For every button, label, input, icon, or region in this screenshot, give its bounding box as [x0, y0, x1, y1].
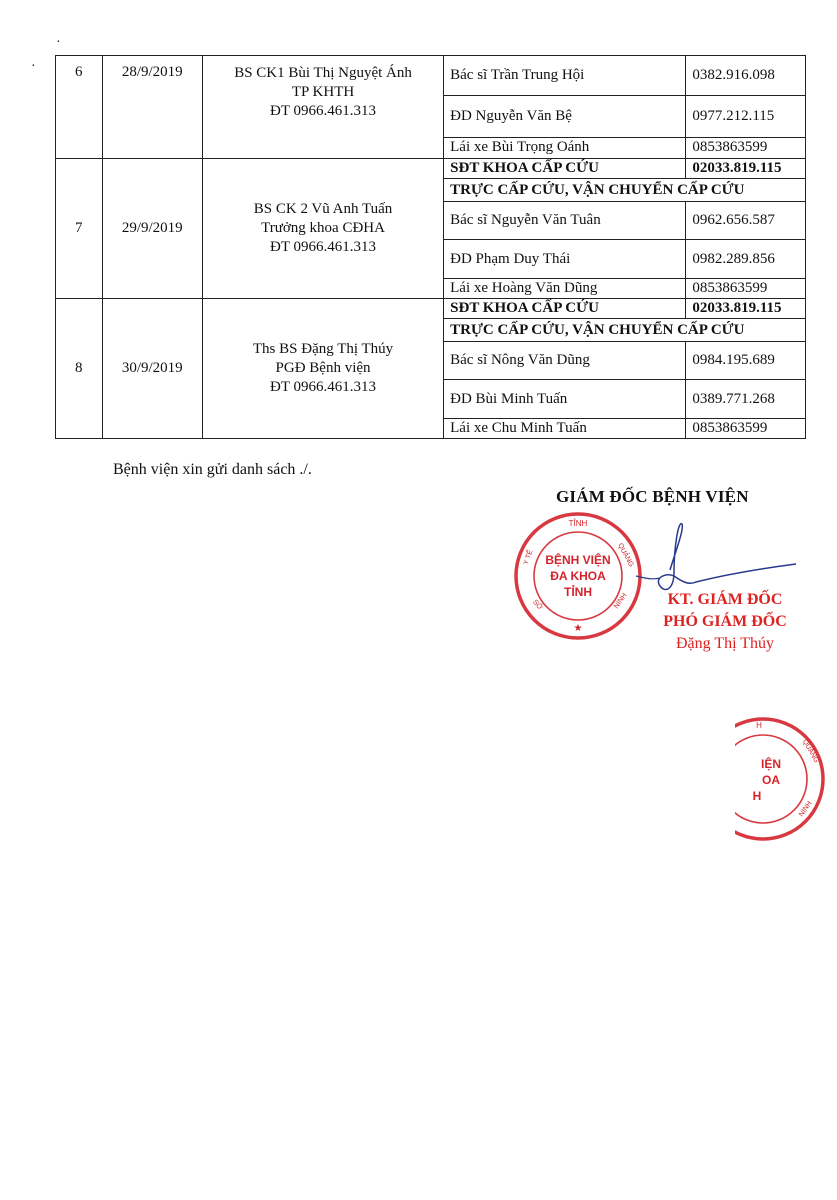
- staff-role: Lái xe Hoàng Văn Dũng: [444, 279, 686, 299]
- date-cell: 28/9/2019: [102, 56, 202, 159]
- stamp-ring-left: Y TẾ: [522, 549, 535, 566]
- signature-line-2: PHÓ GIÁM ĐỐC: [663, 613, 787, 630]
- staff-phone: 0853863599: [686, 419, 806, 439]
- staff-phone: 0982.289.856: [686, 240, 806, 279]
- staff-role: Bác sĩ Nông Văn Dũng: [444, 342, 686, 380]
- partial-line-3: H: [752, 789, 762, 803]
- staff-role: ĐD Nguyễn Văn Bệ: [444, 96, 686, 137]
- duty-schedule-table: [55, 55, 806, 439]
- table-row: [56, 299, 806, 319]
- stamp-line-1: BỆNH VIỆN: [545, 553, 611, 567]
- stamp-ring-top: TỈNH: [568, 519, 588, 528]
- staff-phone: 0962.656.587: [686, 202, 806, 240]
- staff-phone: 0382.916.098: [686, 56, 806, 96]
- date-cell: 30/9/2019: [102, 299, 202, 439]
- scan-mark: ·: [56, 35, 61, 50]
- stamp-star: ★: [573, 623, 583, 634]
- leader-title: TP KHTH: [291, 84, 355, 100]
- staff-role: Lái xe Bùi Trọng Oánh: [444, 137, 686, 158]
- signature-block: [640, 589, 810, 655]
- stamp-ring-bottom-right: NINH: [612, 592, 629, 611]
- partial-ring-right: QUẢNG: [800, 738, 820, 765]
- stamp-ring-right: QUẢNG: [616, 542, 635, 569]
- director-title: GIÁM ĐỐC BỆNH VIỆN: [556, 487, 749, 506]
- leader-phone: ĐT 0966.461.313: [270, 239, 377, 255]
- staff-role: ĐD Phạm Duy Thái: [444, 240, 686, 279]
- section-heading: TRỰC CẤP CỨU, VẬN CHUYỂN CẤP CỨU: [444, 319, 806, 342]
- section-heading: TRỰC CẤP CỨU, VẬN CHUYỂN CẤP CỨU: [444, 179, 806, 202]
- partial-line-2: OA: [762, 773, 780, 787]
- staff-phone: 0853863599: [686, 279, 806, 299]
- leader-name: BS CK1 Bùi Thị Nguyệt Ánh: [234, 65, 412, 81]
- leader-cell: [202, 56, 443, 159]
- staff-role: Bác sĩ Nguyễn Văn Tuân: [444, 202, 686, 240]
- stamp-line-2: ĐA KHOA: [550, 569, 606, 583]
- partial-stamp: [735, 712, 837, 846]
- stamp-line-3: TỈNH: [564, 585, 592, 599]
- staff-phone: 0977.212.115: [686, 96, 806, 137]
- leader-name: BS CK 2 Vũ Anh Tuấn: [253, 201, 393, 217]
- er-phone-label: SĐT KHOA CẤP CỨU: [444, 159, 686, 179]
- stamp-ring-bottom-left: SỞ: [531, 598, 544, 612]
- partial-line-1: IỆN: [760, 757, 782, 771]
- partial-ring-bottom: NINH: [797, 800, 814, 819]
- leader-phone: ĐT 0966.461.313: [270, 103, 377, 119]
- leader-phone: ĐT 0966.461.313: [270, 379, 377, 395]
- scan-mark: ·: [31, 59, 36, 74]
- table-row: [56, 159, 806, 179]
- staff-role: Bác sĩ Trần Trung Hội: [444, 56, 686, 96]
- date-cell: 29/9/2019: [102, 159, 202, 299]
- signer-name: Đặng Thị Thúy: [675, 635, 775, 652]
- er-phone-value: 02033.819.115: [686, 159, 806, 179]
- leader-cell: [202, 299, 443, 439]
- stt-cell: 7: [56, 159, 103, 299]
- staff-role: ĐD Bùi Minh Tuấn: [444, 380, 686, 419]
- stt-cell: 6: [56, 56, 103, 159]
- staff-phone: 0853863599: [686, 137, 806, 158]
- er-phone-value: 02033.819.115: [686, 299, 806, 319]
- staff-phone: 0389.771.268: [686, 380, 806, 419]
- stt-cell: 8: [56, 299, 103, 439]
- closing-text: Bệnh viện xin gửi danh sách ./.: [113, 461, 312, 478]
- partial-ring-top: H: [756, 721, 762, 730]
- staff-role: Lái xe Chu Minh Tuấn: [444, 419, 686, 439]
- er-phone-label: SĐT KHOA CẤP CỨU: [444, 299, 686, 319]
- leader-cell: [202, 159, 443, 299]
- staff-phone: 0984.195.689: [686, 342, 806, 380]
- signature-line-1: KT. GIÁM ĐỐC: [667, 591, 783, 608]
- leader-title: Trưởng khoa CĐHA: [261, 220, 385, 236]
- table-row: [56, 56, 806, 96]
- leader-name: Ths BS Đặng Thị Thúy: [252, 341, 394, 357]
- leader-title: PGĐ Bệnh viện: [275, 360, 371, 376]
